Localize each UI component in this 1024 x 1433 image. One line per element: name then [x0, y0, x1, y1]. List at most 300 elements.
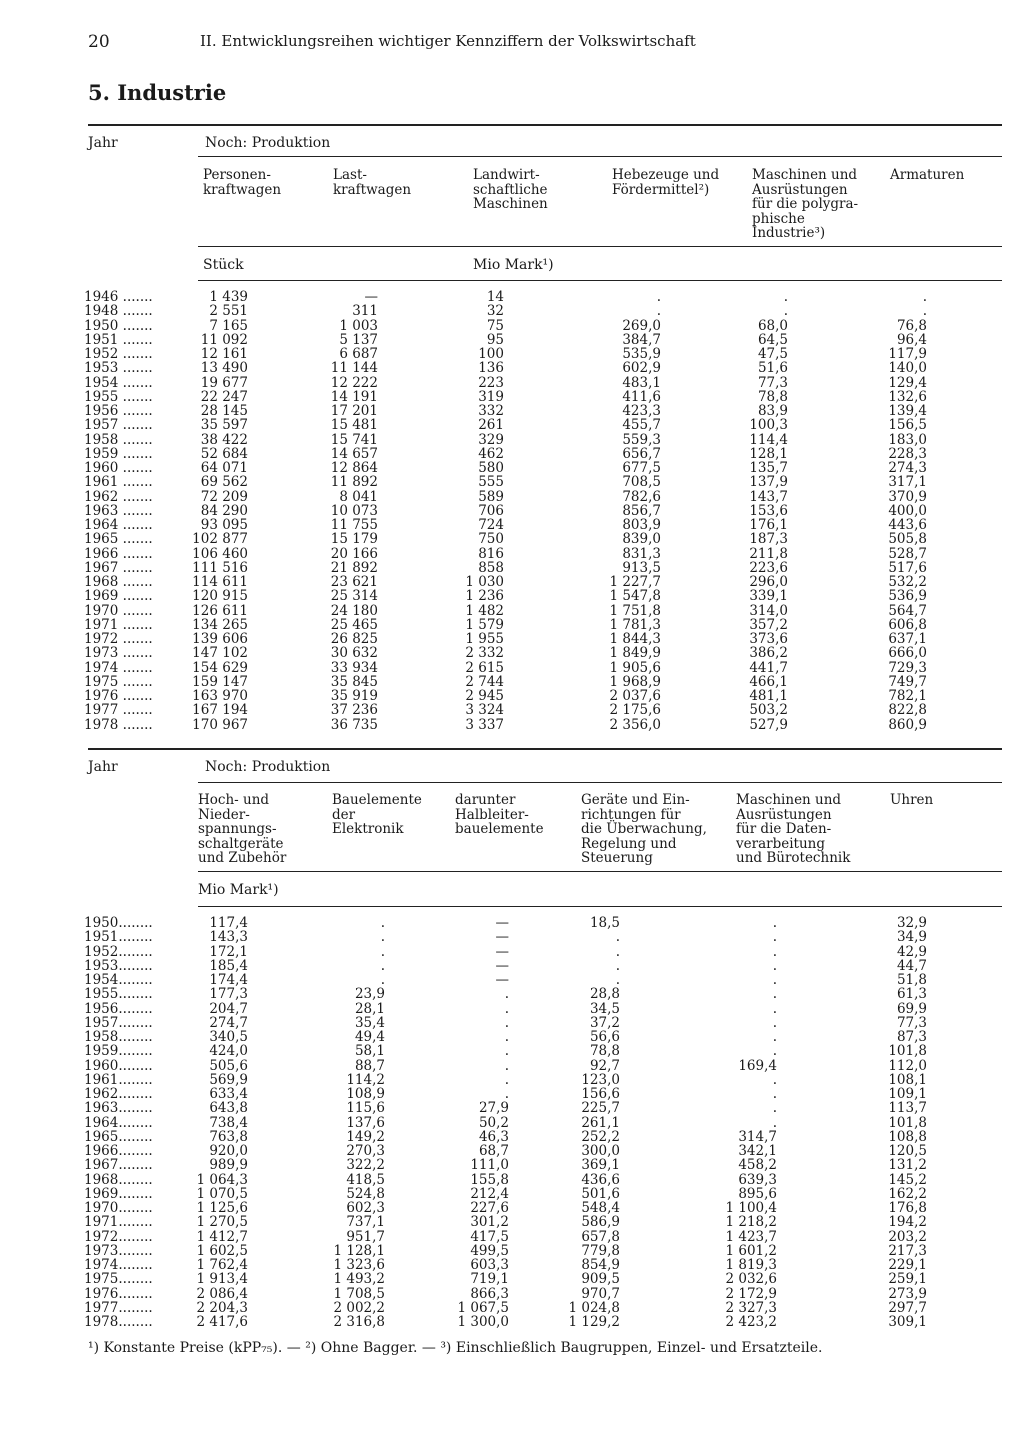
value-cell: .	[772, 1071, 777, 1088]
year-cell: 1959 .......	[84, 445, 153, 462]
value-cell: .	[504, 1029, 509, 1045]
value-cell: 2 032,6	[725, 1271, 777, 1288]
value-cell: 204,7	[209, 1000, 248, 1017]
value-cell: 708,5	[622, 474, 661, 491]
value-cell: 155,8	[470, 1171, 509, 1188]
value-cell: 1 913,4	[196, 1271, 248, 1288]
value-cell: 1 905,6	[609, 659, 661, 676]
value-cell: 2 172,9	[725, 1285, 777, 1302]
value-cell: 527,9	[749, 716, 788, 733]
value-cell: .	[772, 1086, 777, 1102]
value-cell: 763,8	[209, 1128, 248, 1145]
value-cell: 137,6	[346, 1114, 385, 1131]
year-cell: 1971........	[84, 1214, 153, 1231]
value-cell: 64 071	[200, 460, 248, 476]
value-cell: 528,7	[888, 545, 927, 562]
year-cell: 1956 .......	[84, 403, 153, 419]
table-2-col-header: Geräte und Ein- richtungen für die Überwachung, Regelung und Steuerung	[581, 792, 707, 866]
table-row	[0, 646, 1024, 660]
value-cell: 803,9	[622, 517, 661, 533]
table-row	[0, 1073, 1024, 1087]
table-divider-rule	[88, 748, 1002, 750]
value-cell: 637,1	[888, 631, 927, 647]
value-cell: 443,6	[888, 517, 927, 533]
value-cell: 270,3	[346, 1143, 385, 1159]
value-cell: 18,5	[589, 915, 620, 931]
value-cell: 227,6	[470, 1200, 509, 1216]
value-cell: 14 657	[330, 445, 378, 462]
value-cell: 1 547,8	[609, 588, 661, 605]
page-number: 20	[88, 32, 110, 52]
value-cell: .	[504, 1000, 509, 1017]
value-cell: 858	[478, 559, 504, 576]
value-cell: 1 003	[339, 317, 378, 334]
value-cell: 114,2	[346, 1071, 385, 1088]
value-cell: 106 460	[192, 545, 248, 562]
table-row	[0, 589, 1024, 603]
year-cell: 1955........	[84, 986, 153, 1003]
table-row	[0, 547, 1024, 561]
value-cell: 535,9	[622, 346, 661, 362]
value-cell: 22 247	[200, 388, 248, 405]
value-cell: .	[615, 929, 620, 946]
value-cell: 729,3	[888, 659, 927, 676]
table-row	[0, 1272, 1024, 1286]
value-cell: 174,4	[209, 972, 248, 988]
value-cell: 78,8	[757, 388, 788, 405]
value-cell: 217,3	[888, 1242, 927, 1259]
value-cell: 866,3	[470, 1285, 509, 1302]
table-row	[0, 319, 1024, 333]
value-cell: 1 844,3	[609, 631, 661, 647]
value-cell: 357,2	[749, 616, 788, 633]
value-cell: .	[783, 289, 788, 305]
value-cell: 185,4	[209, 957, 248, 974]
value-cell: 2 417,6	[196, 1314, 248, 1330]
table-row	[0, 1187, 1024, 1201]
value-cell: 7 165	[209, 317, 248, 334]
value-cell: .	[772, 1000, 777, 1017]
value-cell: 252,2	[581, 1128, 620, 1145]
value-cell: 1 067,5	[457, 1299, 509, 1316]
value-cell: 72 209	[200, 488, 248, 505]
table-row	[0, 632, 1024, 646]
value-cell: 909,5	[581, 1271, 620, 1288]
year-cell: 1969 .......	[84, 588, 153, 605]
table-row	[0, 518, 1024, 532]
value-cell: 101,8	[888, 1114, 927, 1131]
year-cell: 1975 .......	[84, 673, 153, 690]
value-cell: 2 423,2	[725, 1314, 777, 1330]
table-row	[0, 1030, 1024, 1044]
value-cell: 212,4	[470, 1185, 509, 1202]
value-cell: 38 422	[200, 431, 248, 448]
year-cell: 1962........	[84, 1086, 153, 1102]
value-cell: 46,3	[478, 1128, 509, 1145]
table-row	[0, 304, 1024, 318]
value-cell: 177,3	[209, 986, 248, 1003]
value-cell: 23 621	[330, 574, 378, 590]
year-cell: 1964 .......	[84, 517, 153, 533]
year-cell: 1965........	[84, 1128, 153, 1145]
year-cell: 1965 .......	[84, 531, 153, 548]
value-cell: 3 324	[465, 702, 504, 719]
value-cell: 3 337	[465, 716, 504, 733]
table-row	[0, 1173, 1024, 1187]
value-cell: 1 129,2	[568, 1314, 620, 1330]
value-cell: 400,0	[888, 502, 927, 519]
year-cell: 1956........	[84, 1000, 153, 1017]
value-cell: 466,1	[749, 673, 788, 690]
value-cell: 657,8	[581, 1228, 620, 1245]
value-cell: 1 412,7	[196, 1228, 248, 1245]
value-cell: 132,6	[888, 388, 927, 405]
value-cell: 23,9	[354, 986, 385, 1003]
table-row	[0, 433, 1024, 447]
table-1-year-label: Jahr	[88, 135, 118, 151]
table-row	[0, 532, 1024, 546]
value-cell: 860,9	[888, 716, 927, 733]
year-cell: 1954........	[84, 972, 153, 988]
value-cell: 854,9	[581, 1257, 620, 1273]
value-cell: 203,2	[888, 1228, 927, 1245]
value-cell: 329	[478, 431, 504, 448]
value-cell: 25 314	[330, 588, 378, 605]
table-row	[0, 930, 1024, 944]
value-cell: 580	[478, 460, 504, 476]
value-cell: 273,9	[888, 1285, 927, 1302]
value-cell: .	[615, 957, 620, 974]
value-cell: 93 095	[200, 517, 248, 533]
table-2-header-rule	[198, 871, 1002, 872]
year-cell: 1953 .......	[84, 360, 153, 377]
year-cell: 1966 .......	[84, 545, 153, 562]
value-cell: —	[495, 972, 509, 988]
year-cell: 1960........	[84, 1057, 153, 1074]
value-cell: 194,2	[888, 1214, 927, 1231]
value-cell: 47,5	[757, 346, 788, 362]
table-1-col-header: Maschinen und Ausrüstungen für die polygra- phische Industrie³)	[752, 167, 859, 241]
table-row	[0, 945, 1024, 959]
table-2-col-header: Maschinen und Ausrüstungen für die Daten- verarbeitung und Bürotechnik	[736, 792, 851, 866]
value-cell: 42,9	[896, 943, 927, 960]
value-cell: 1 968,9	[609, 673, 661, 690]
value-cell: 1 125,6	[196, 1200, 248, 1216]
value-cell: 51,6	[757, 360, 788, 377]
value-cell: 499,5	[470, 1242, 509, 1259]
value-cell: 2 332	[465, 645, 504, 662]
value-cell: 111 516	[192, 559, 248, 576]
value-cell: 269,0	[622, 317, 661, 334]
table-row	[0, 461, 1024, 475]
value-cell: 117,9	[888, 346, 927, 362]
table-row	[0, 1158, 1024, 1172]
section-title: 5. Industrie	[88, 80, 227, 105]
table-1-header-rule	[198, 246, 1002, 247]
value-cell: 229,1	[888, 1257, 927, 1273]
table-row	[0, 1059, 1024, 1073]
value-cell: 11 892	[330, 474, 378, 491]
value-cell: 2 204,3	[196, 1299, 248, 1316]
value-cell: 301,2	[470, 1214, 509, 1231]
table-row	[0, 1101, 1024, 1115]
value-cell: 1 819,3	[725, 1257, 777, 1273]
value-cell: 223,6	[749, 559, 788, 576]
table-row	[0, 618, 1024, 632]
value-cell: 322,2	[346, 1157, 385, 1174]
value-cell: .	[656, 303, 661, 320]
table-row	[0, 1215, 1024, 1229]
value-cell: 100	[478, 346, 504, 362]
value-cell: 52 684	[200, 445, 248, 462]
value-cell: .	[380, 943, 385, 960]
value-cell: 12 161	[200, 346, 248, 362]
table-row	[0, 1258, 1024, 1272]
table-2-col-header: Uhren	[890, 792, 934, 808]
value-cell: 87,3	[896, 1029, 927, 1045]
year-cell: 1974 .......	[84, 659, 153, 676]
value-cell: 92,7	[589, 1057, 620, 1074]
value-cell: 1 300,0	[457, 1314, 509, 1330]
value-cell: .	[615, 943, 620, 960]
value-cell: —	[364, 289, 378, 305]
value-cell: 112,0	[888, 1057, 927, 1074]
running-title: II. Entwicklungsreihen wichtiger Kennziffern der Volkswirtschaft	[200, 32, 696, 50]
value-cell: 123,0	[581, 1071, 620, 1088]
value-cell: .	[504, 1071, 509, 1088]
table-row	[0, 973, 1024, 987]
year-cell: 1961........	[84, 1071, 153, 1088]
value-cell: 2 615	[465, 659, 504, 676]
value-cell: 319	[478, 388, 504, 405]
value-cell: 143,7	[749, 488, 788, 505]
value-cell: 332	[478, 403, 504, 419]
value-cell: 822,8	[888, 702, 927, 719]
value-cell: 95	[486, 331, 504, 348]
year-cell: 1954 .......	[84, 374, 153, 391]
table-row	[0, 418, 1024, 432]
value-cell: 505,6	[209, 1057, 248, 1074]
value-cell: .	[380, 929, 385, 946]
value-cell: 342,1	[738, 1143, 777, 1159]
value-cell: 589	[478, 488, 504, 505]
table-1-group-rule	[198, 156, 1002, 157]
value-cell: .	[504, 1014, 509, 1031]
year-cell: 1964........	[84, 1114, 153, 1131]
table-row	[0, 703, 1024, 717]
year-cell: 1973........	[84, 1242, 153, 1259]
value-cell: 35 597	[200, 417, 248, 434]
value-cell: 35,4	[354, 1014, 385, 1031]
value-cell: 136	[478, 360, 504, 377]
value-cell: 211,8	[749, 545, 788, 562]
year-cell: 1961 .......	[84, 474, 153, 491]
table-1-unit-rule	[198, 280, 1002, 281]
table-row	[0, 959, 1024, 973]
year-cell: 1968 .......	[84, 574, 153, 590]
year-cell: 1973 .......	[84, 645, 153, 662]
value-cell: 1 439	[209, 289, 248, 305]
value-cell: 569,9	[209, 1071, 248, 1088]
value-cell: 139 606	[192, 631, 248, 647]
year-cell: 1957........	[84, 1014, 153, 1031]
value-cell: 56,6	[589, 1029, 620, 1045]
value-cell: 423,3	[622, 403, 661, 419]
table-row	[0, 404, 1024, 418]
value-cell: 6 687	[339, 346, 378, 362]
value-cell: 1 762,4	[196, 1257, 248, 1273]
value-cell: 1 602,5	[196, 1242, 248, 1259]
value-cell: 76,8	[896, 317, 927, 334]
table-row	[0, 1116, 1024, 1130]
table-row	[0, 333, 1024, 347]
value-cell: 2 551	[209, 303, 248, 320]
year-cell: 1971 .......	[84, 616, 153, 633]
value-cell: 11 092	[200, 331, 248, 348]
year-cell: 1969........	[84, 1185, 153, 1202]
value-cell: 1 236	[465, 588, 504, 605]
table-row	[0, 347, 1024, 361]
value-cell: 643,8	[209, 1100, 248, 1117]
table-row	[0, 1087, 1024, 1101]
value-cell: 424,0	[209, 1043, 248, 1060]
value-cell: 483,1	[622, 374, 661, 391]
value-cell: 28,8	[589, 986, 620, 1003]
value-cell: .	[504, 1043, 509, 1060]
value-cell: 524,8	[346, 1185, 385, 1202]
year-cell: 1970 .......	[84, 602, 153, 619]
value-cell: .	[922, 303, 927, 320]
year-cell: 1952 .......	[84, 346, 153, 362]
value-cell: 96,4	[896, 331, 927, 348]
value-cell: 117,4	[209, 915, 248, 931]
value-cell: —	[495, 915, 509, 931]
value-cell: 895,6	[738, 1185, 777, 1202]
value-cell: 49,4	[354, 1029, 385, 1045]
value-cell: 1 227,7	[609, 574, 661, 590]
value-cell: .	[772, 1100, 777, 1117]
value-cell: 656,7	[622, 445, 661, 462]
value-cell: 1 070,5	[196, 1185, 248, 1202]
value-cell: .	[772, 986, 777, 1003]
value-cell: 296,0	[749, 574, 788, 590]
value-cell: 1 323,6	[333, 1257, 385, 1273]
year-cell: 1970........	[84, 1200, 153, 1216]
value-cell: 677,5	[622, 460, 661, 476]
table-row	[0, 661, 1024, 675]
value-cell: 108,1	[888, 1071, 927, 1088]
value-cell: 176,1	[749, 517, 788, 533]
year-cell: 1950........	[84, 915, 153, 931]
value-cell: 417,5	[470, 1228, 509, 1245]
value-cell: 261	[478, 417, 504, 434]
year-cell: 1946 .......	[84, 289, 153, 305]
year-cell: 1958 .......	[84, 431, 153, 448]
value-cell: 20 166	[330, 545, 378, 562]
value-cell: 2 316,8	[333, 1314, 385, 1330]
value-cell: 108,9	[346, 1086, 385, 1102]
value-cell: .	[656, 289, 661, 305]
value-cell: 228,3	[888, 445, 927, 462]
value-cell: 156,6	[581, 1086, 620, 1102]
year-cell: 1972 .......	[84, 631, 153, 647]
value-cell: 481,1	[749, 688, 788, 704]
value-cell: 140,0	[888, 360, 927, 377]
value-cell: 314,7	[738, 1128, 777, 1145]
value-cell: 102 877	[192, 531, 248, 548]
value-cell: 50,2	[478, 1114, 509, 1131]
footnote: ¹) Konstante Preise (kPP₇₅). — ²) Ohne Bagger. — ³) Einschließlich Baugruppen, Einzel- und Ersatzteile.	[88, 1340, 823, 1356]
table-2-unit-rule	[198, 906, 1002, 907]
value-cell: 61,3	[896, 986, 927, 1003]
year-cell: 1957 .......	[84, 417, 153, 434]
value-cell: 2 002,2	[333, 1299, 385, 1316]
value-cell: 28,1	[354, 1000, 385, 1017]
table-row	[0, 575, 1024, 589]
value-cell: 153,6	[749, 502, 788, 519]
value-cell: —	[495, 957, 509, 974]
year-cell: 1977........	[84, 1299, 153, 1316]
year-cell: 1952........	[84, 943, 153, 960]
value-cell: .	[783, 303, 788, 320]
table-2-col-header: Hoch- und Nieder- spannungs- schaltgeräte und Zubehör	[198, 792, 287, 866]
value-cell: 532,2	[888, 574, 927, 590]
year-cell: 1975........	[84, 1271, 153, 1288]
value-cell: 187,3	[749, 531, 788, 548]
value-cell: 314,0	[749, 602, 788, 619]
value-cell: 145,2	[888, 1171, 927, 1188]
year-cell: 1967........	[84, 1157, 153, 1174]
value-cell: 503,2	[749, 702, 788, 719]
table-2-unit: Mio Mark¹)	[198, 882, 279, 898]
table-2-group-label: Noch: Produktion	[205, 759, 331, 775]
value-cell: 77,3	[896, 1014, 927, 1031]
value-cell: 27,9	[478, 1100, 509, 1117]
value-cell: .	[380, 915, 385, 931]
value-cell: 77,3	[757, 374, 788, 391]
year-cell: 1972........	[84, 1228, 153, 1245]
value-cell: 970,7	[581, 1285, 620, 1302]
value-cell: .	[922, 289, 927, 305]
year-cell: 1966........	[84, 1143, 153, 1159]
value-cell: 418,5	[346, 1171, 385, 1188]
value-cell: 10 073	[330, 502, 378, 519]
value-cell: 737,1	[346, 1214, 385, 1231]
value-cell: 159 147	[192, 673, 248, 690]
value-cell: 505,8	[888, 531, 927, 548]
value-cell: 633,4	[209, 1086, 248, 1102]
value-cell: 274,3	[888, 460, 927, 476]
value-cell: .	[504, 986, 509, 1003]
value-cell: 19 677	[200, 374, 248, 391]
value-cell: 339,1	[749, 588, 788, 605]
value-cell: 58,1	[354, 1043, 385, 1060]
value-cell: 458,2	[738, 1157, 777, 1174]
value-cell: .	[380, 972, 385, 988]
value-cell: 2 175,6	[609, 702, 661, 719]
year-cell: 1963 .......	[84, 502, 153, 519]
value-cell: .	[772, 943, 777, 960]
year-cell: 1967 .......	[84, 559, 153, 576]
value-cell: 35 845	[330, 673, 378, 690]
value-cell: 559,3	[622, 431, 661, 448]
table-2-col-header: darunter Halbleiter- bauelemente	[455, 792, 544, 837]
table-row	[0, 475, 1024, 489]
table-row	[0, 290, 1024, 304]
value-cell: 309,1	[888, 1314, 927, 1330]
value-cell: 108,8	[888, 1128, 927, 1145]
year-cell: 1976 .......	[84, 688, 153, 704]
